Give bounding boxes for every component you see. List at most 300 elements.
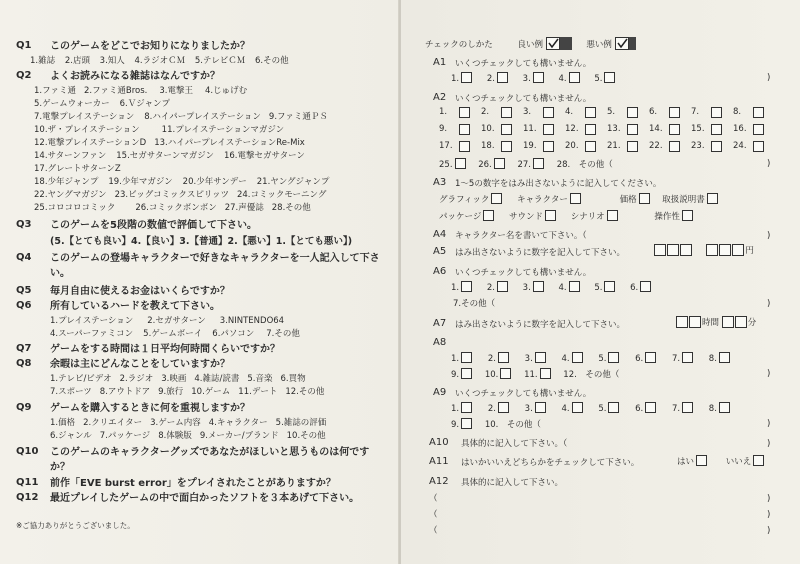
a2-checkbox[interactable] [669, 124, 680, 135]
q2-option: 27.声優誌 [224, 203, 264, 213]
q6-options-row [50, 315, 284, 328]
a1-checkbox[interactable] [497, 72, 508, 83]
q8-option: 11.デート [238, 387, 278, 397]
a1-option-label: 5. [594, 74, 603, 84]
a2-option-label: 22. [649, 141, 663, 151]
q2-option: 26.コミックボンボン [135, 203, 217, 213]
a6-checkbox[interactable] [461, 281, 472, 292]
a2-checkbox[interactable] [753, 107, 764, 118]
q1-options [30, 55, 289, 68]
a3-number: A3 [433, 177, 447, 188]
a9-option-label: 2. [487, 404, 496, 414]
q2-option: 10.ザ・プレイステーション [34, 125, 140, 135]
a2-checkbox[interactable] [543, 107, 554, 118]
q10-number: Q10 [16, 446, 39, 457]
a2-checkbox[interactable] [711, 124, 722, 135]
a2-option-label: 1. [439, 107, 448, 117]
a9-checkbox[interactable] [719, 402, 730, 413]
a2-option-label: 14. [649, 124, 663, 134]
a2-option-label: 25. [439, 160, 453, 170]
a5-digit-box[interactable] [719, 244, 731, 256]
q8-option: 10.ゲーム [191, 387, 231, 397]
a9-other-label: 10. その他（ [484, 420, 541, 430]
q9-option: 7.パッケージ [99, 431, 151, 441]
a6-checkbox[interactable] [497, 281, 508, 292]
a11-options [677, 455, 764, 469]
filled-square-icon [560, 37, 572, 50]
a5-digit-box[interactable] [654, 244, 666, 256]
a2-option-label: 15. [691, 124, 705, 134]
a2-checkbox[interactable] [501, 107, 512, 118]
q5-number: Q5 [16, 285, 32, 296]
a2-checkbox[interactable] [459, 141, 470, 152]
a7-instruction: はみ出さないように数字を記入して下さい。 [455, 320, 626, 330]
q8-option: 4.雑誌/読書 [194, 374, 240, 384]
q12-number: Q12 [16, 492, 39, 503]
a8-option-label: 10. [484, 370, 499, 380]
a2-option-label: 19. [523, 141, 537, 151]
a5-digit-box[interactable] [680, 244, 692, 256]
checkmark-icon [615, 37, 629, 50]
a2-option-label: 12. [565, 124, 579, 134]
q2-option: 14.サターンファン [34, 151, 107, 161]
q6-text: 所有しているハードを教えて下さい。 [50, 301, 220, 312]
q10-text-cont: か？ [50, 462, 70, 473]
q2-options-row [34, 163, 121, 176]
a2-other-label: 28. その他（ [556, 160, 613, 170]
a2-checkbox[interactable] [585, 107, 596, 118]
a9-checkbox[interactable] [498, 402, 509, 413]
a8-options-row [451, 368, 619, 382]
a10-number: A10 [429, 437, 449, 448]
a2-checkbox[interactable] [711, 107, 722, 118]
a3-item-label: 価格 [619, 195, 637, 205]
q9-option: 2.クリエイター [83, 418, 143, 428]
a9-checkbox[interactable] [461, 418, 472, 429]
a8-checkbox[interactable] [535, 352, 546, 363]
a9-instruction: いくつチェックしても構いません。 [455, 389, 592, 399]
q3-text: このゲームを5段階の数値で評価して下さい。 [50, 220, 257, 231]
q2-option: 24.コミックモーニング [236, 190, 327, 200]
q2-options-row [34, 98, 170, 111]
q9-option: 8.体験版 [158, 431, 192, 441]
q1-option: 6.その他 [254, 56, 289, 66]
a2-checkbox[interactable] [669, 107, 680, 118]
q1-option: 1.雑誌 [30, 56, 56, 66]
a8-checkbox[interactable] [719, 352, 730, 363]
a7-number: A7 [433, 318, 447, 329]
a2-checkbox[interactable] [455, 158, 466, 169]
a2-checkbox[interactable] [753, 141, 764, 152]
q10-text: このゲームのキャラクターグッズであなたがほしいと思うものは何です [50, 447, 370, 458]
q9-option: 10.その他 [286, 431, 326, 441]
a2-option-label: 3. [523, 107, 532, 117]
a6-checkbox[interactable] [533, 281, 544, 292]
a1-checkbox[interactable] [569, 72, 580, 83]
a6-other-label: 7.その他（ [453, 299, 496, 309]
right-page [401, 0, 800, 564]
a8-option-label: 3. [524, 354, 533, 364]
a12-instruction: 具体的に記入して下さい。 [461, 478, 564, 488]
a2-option-label: 24. [733, 141, 747, 151]
q1-option: 5.テレビＣＭ [194, 56, 246, 66]
a5-digit-box[interactable] [706, 244, 718, 256]
a5-digit-box[interactable] [732, 244, 744, 256]
a10-instruction: 具体的に記入して下さい。（ [461, 439, 568, 449]
q9-option: 3.ゲーム内容 [150, 418, 201, 428]
q8-option: 3.映画 [161, 374, 187, 384]
a9-option-label: 1. [451, 404, 460, 414]
q2-option: 13.ハイパープレイステーションRe-Mix [154, 138, 305, 148]
a2-option-label: 2. [481, 107, 490, 117]
a1-close-paren: ) [767, 73, 771, 83]
q8-option: 9.旅行 [158, 387, 184, 397]
q2-option: 7.電撃プレイステーション [34, 112, 135, 122]
a9-option-label: 7. [671, 404, 681, 414]
a9-option-label: 8. [708, 404, 717, 414]
q2-option: 28.その他 [271, 203, 311, 213]
a2-checkbox[interactable] [543, 124, 554, 135]
a12-answer-close: ) [767, 510, 771, 520]
q9-option: 5.雑誌の評価 [275, 418, 327, 428]
a9-close-paren: ) [767, 419, 771, 429]
a2-instruction: いくつチェックしても構いません。 [455, 94, 592, 104]
a2-checkbox[interactable] [533, 158, 544, 169]
a12-answer-open: （ [429, 526, 438, 536]
check-method [425, 37, 636, 52]
a2-close-paren: ) [767, 159, 771, 169]
q9-option: 6.ジャンル [50, 431, 92, 441]
q2-option: 20.少年サンデー [182, 177, 247, 187]
a8-option-label: 7. [671, 354, 681, 364]
q4-number: Q4 [16, 252, 32, 263]
a5-unit: 円 [745, 246, 754, 256]
q2-option: 25.コロコロコミック [34, 203, 116, 213]
a6-options [451, 281, 651, 295]
a2-option-label: 7. [691, 107, 700, 117]
a8-checkbox[interactable] [461, 368, 472, 379]
good-example-label: 良い例 [517, 40, 543, 50]
a8-checkbox[interactable] [498, 352, 509, 363]
a6-checkbox[interactable] [604, 281, 615, 292]
a2-option-label: 10. [481, 124, 495, 134]
a9-number: A9 [433, 387, 447, 398]
a9-option-label: 5. [598, 404, 607, 414]
q2-option: 8.ハイパープレイステーション [144, 112, 261, 122]
a11-no-checkbox[interactable] [753, 455, 764, 466]
a2-number: A2 [433, 92, 447, 103]
q8-number: Q8 [16, 358, 32, 369]
a3-instruction: 1～5の数字をはみ出さないように記入してください。 [455, 179, 662, 189]
a12-answer-open: （ [429, 510, 438, 520]
a3-rating-box[interactable] [545, 210, 556, 221]
q2-options-row [34, 202, 311, 215]
q2-options-row [34, 111, 328, 124]
q7-text: ゲームをする時間は１日平均何時間くらいですか？ [50, 344, 280, 355]
q6-options-row [50, 328, 300, 341]
a4-number: A4 [433, 229, 447, 240]
a3-rating-box[interactable] [483, 210, 494, 221]
q9-option: 4.キャラクター [208, 418, 268, 428]
a6-number: A6 [433, 266, 447, 277]
a2-option-label: 20. [565, 141, 579, 151]
a1-checkbox[interactable] [461, 72, 472, 83]
a9-checkbox[interactable] [461, 402, 472, 413]
a8-number: A8 [433, 337, 447, 348]
a4-close-paren: ) [767, 231, 771, 241]
a2-option-label: 9. [439, 124, 448, 134]
q5-text: 毎月自由に使えるお金はいくらですか？ [50, 286, 230, 297]
a2-checkbox[interactable] [669, 141, 680, 152]
a9-checkbox[interactable] [645, 402, 656, 413]
q6-number: Q6 [16, 300, 32, 311]
a6-option-label: 2. [486, 283, 495, 293]
a2-checkbox[interactable] [585, 124, 596, 135]
q9-option: 9.メーカー/ブランド [199, 431, 279, 441]
bad-example-label: 悪い例 [586, 40, 612, 50]
a2-option-label: 21. [607, 141, 621, 151]
q2-options-row [34, 150, 305, 163]
q2-options-row [34, 137, 305, 150]
a5-instruction: はみ出さないように数字を記入して下さい。 [455, 248, 626, 258]
q8-option: 8.アウトドア [99, 387, 151, 397]
q1-option: 3.知人 [99, 56, 125, 66]
a1-option-label: 3. [522, 74, 531, 84]
q1-number: Q1 [16, 40, 32, 51]
check-method-label: チェックのしかた [425, 40, 493, 50]
q2-option: 11.プレイステーションマガジン [161, 125, 285, 135]
q8-options-row [50, 373, 306, 386]
a1-option-label: 4. [558, 74, 567, 84]
a2-checkbox[interactable] [753, 124, 764, 135]
q2-number: Q2 [16, 70, 32, 81]
q8-options-row [50, 386, 324, 399]
a12-number: A12 [429, 476, 449, 487]
a8-other-label: 12. その他（ [563, 370, 620, 380]
a1-checkbox[interactable] [604, 72, 615, 83]
a6-option-label: 5. [594, 283, 603, 293]
a2-option-label: 23. [691, 141, 705, 151]
a6-checkbox[interactable] [640, 281, 651, 292]
q2-options-row [34, 189, 326, 202]
q4-text: このゲームの登場キャラクターで好きなキャラクターを一人記入して下さ [50, 253, 380, 264]
q4-text-cont: い。 [50, 268, 70, 279]
q2-options-row [34, 85, 247, 98]
a2-checkbox[interactable] [627, 124, 638, 135]
q2-options-row [34, 176, 329, 189]
q9-options-row [50, 417, 326, 430]
a2-option-label: 4. [565, 107, 574, 117]
left-page [0, 0, 399, 564]
q1-option: 4.ラジオＣＭ [134, 56, 186, 66]
a8-checkbox[interactable] [461, 352, 472, 363]
q8-option: 7.スポーツ [50, 387, 92, 397]
a8-checkbox[interactable] [608, 352, 619, 363]
q8-option: 12.その他 [285, 387, 325, 397]
q1-text: このゲームをどこでお知りになりましたか？ [50, 41, 250, 52]
q2-text: よくお読みになる雑誌はなんですか？ [50, 71, 220, 82]
a11-instruction: はいかいいえどちらかをチェックして下さい。 [461, 458, 640, 468]
a2-checkbox[interactable] [627, 107, 638, 118]
q12-text: 最近プレイしたゲームの中で面白かったソフトを３本あげて下さい。 [50, 493, 360, 504]
q8-option: 5.音楽 [247, 374, 273, 384]
a3-rating-box[interactable] [491, 193, 502, 204]
q8-text: 余暇は主にどんなことをしていますか？ [50, 359, 230, 370]
a8-close-paren: ) [767, 369, 771, 379]
a2-option-label: 27. [517, 160, 531, 170]
a8-checkbox[interactable] [572, 352, 583, 363]
a3-item-label: 操作性 [654, 212, 680, 222]
a2-checkbox[interactable] [627, 141, 638, 152]
a2-checkbox[interactable] [543, 141, 554, 152]
a2-option-label: 5. [607, 107, 616, 117]
q6-option: 6.パソコン [212, 329, 255, 339]
q3-scale: (5.【とても良い】4.【良い】3.【普通】2.【悪い】1.【とても悪い】) [50, 236, 353, 247]
q6-option: 5.ゲームボーイ [143, 329, 203, 339]
a5-number: A5 [433, 246, 447, 257]
q2-option: 16.電撃セガサターン [223, 151, 305, 161]
a1-number: A1 [433, 57, 447, 68]
q2-option: 12.電撃プレイステーションD [34, 138, 147, 148]
a11-no-label: いいえ [725, 457, 752, 467]
a2-checkbox[interactable] [494, 158, 505, 169]
a5-amount-boxes [654, 244, 754, 258]
a3-rating-box[interactable] [570, 193, 581, 204]
q1-option: 2.店頭 [64, 56, 90, 66]
a2-option-label: 8. [733, 107, 742, 117]
a12-answer-close: ) [767, 494, 771, 504]
a8-option-label: 5. [598, 354, 607, 364]
q2-option: 9.ファミ通ＰＳ [268, 112, 328, 122]
a8-option-label: 4. [561, 354, 570, 364]
q2-option: 22.ヤングマガジン [34, 190, 107, 200]
a9-checkbox[interactable] [682, 402, 693, 413]
q11-number: Q11 [16, 477, 39, 488]
a7-minute-box[interactable] [735, 316, 747, 328]
q8-option: 1.テレビ/ビデオ [50, 374, 112, 384]
a8-checkbox[interactable] [682, 352, 693, 363]
a9-option-label: 9. [451, 420, 460, 430]
a9-checkbox[interactable] [535, 402, 546, 413]
a7-hour-unit: 時間 [702, 318, 720, 328]
a6-option-label: 1. [451, 283, 460, 293]
a11-yes-label: はい [677, 457, 695, 467]
a1-option-label: 2. [486, 74, 495, 84]
q2-option: 1.ファミ通 [34, 86, 76, 96]
q2-option: 17.グレートサターンZ [34, 164, 121, 174]
a6-instruction: いくつチェックしても構いません。 [455, 268, 592, 278]
a4-instruction: キャラクター名を書いて下さい。（ [455, 231, 587, 241]
q2-option: 4.じゅげむ [205, 86, 248, 96]
a2-checkbox[interactable] [501, 124, 512, 135]
a8-option-label: 2. [487, 354, 496, 364]
a9-checkbox[interactable] [572, 402, 583, 413]
q6-option: 1.プレイステーション [50, 316, 134, 326]
q9-number: Q9 [16, 402, 32, 413]
a6-checkbox[interactable] [569, 281, 580, 292]
a3-rating-box[interactable] [707, 193, 718, 204]
a12-answer-close: ) [767, 526, 771, 536]
a8-checkbox[interactable] [500, 368, 511, 379]
q9-option: 1.価格 [50, 418, 76, 428]
a1-checkbox[interactable] [533, 72, 544, 83]
a6-option-label: 3. [522, 283, 531, 293]
a2-option-label: 17. [439, 141, 453, 151]
a2-checkbox[interactable] [501, 141, 512, 152]
thanks-note: ※ご協力ありがとうございました。 [16, 521, 135, 530]
a2-checkbox[interactable] [459, 107, 470, 118]
q9-options-row [50, 430, 326, 443]
a11-yes-checkbox[interactable] [696, 455, 707, 466]
q2-option: 2.ファミ通Bros. [83, 86, 148, 96]
a6-option-label: 6. [630, 283, 639, 293]
checkmark-icon [546, 37, 560, 50]
a7-hour-box[interactable] [676, 316, 688, 328]
a3-row [439, 193, 718, 207]
q3-number: Q3 [16, 219, 32, 230]
q2-option: 6.Ｖジャンプ [119, 99, 171, 109]
q7-number: Q7 [16, 343, 32, 354]
a7-hour-box[interactable] [689, 316, 701, 328]
a11-number: A11 [429, 456, 449, 467]
a2-checkbox[interactable] [459, 124, 470, 135]
a8-option-label: 11. [524, 370, 538, 380]
a3-rating-box[interactable] [682, 210, 693, 221]
a5-digit-box[interactable] [667, 244, 679, 256]
a3-item-label: シナリオ [570, 212, 605, 222]
q2-option: 19.少年マガジン [108, 177, 173, 187]
a2-checkbox[interactable] [585, 141, 596, 152]
a9-option-label: 3. [524, 404, 533, 414]
a3-rating-box[interactable] [607, 210, 618, 221]
q6-option: 3.NINTENDO64 [219, 316, 285, 326]
a2-option-label: 16. [733, 124, 747, 134]
a9-option-label: 6. [635, 404, 644, 414]
a7-minute-unit: 分 [747, 318, 757, 328]
a7-minute-box[interactable] [722, 316, 734, 328]
a3-row [439, 210, 693, 224]
a7-time-boxes [676, 316, 756, 330]
a3-rating-box[interactable] [639, 193, 650, 204]
q2-option: 3.電撃王 [159, 86, 193, 96]
q2-options-row [34, 124, 284, 137]
q8-option: 2.ラジオ [119, 374, 154, 384]
a1-options [451, 72, 627, 86]
a3-item-label: グラフィック [439, 195, 490, 205]
a9-options-row [451, 418, 541, 432]
a10-close-paren: ) [767, 439, 771, 449]
a2-option-label: 18. [481, 141, 495, 151]
a3-item-label: キャラクター [517, 195, 568, 205]
a2-checkbox[interactable] [711, 141, 722, 152]
a8-checkbox[interactable] [645, 352, 656, 363]
q2-option: 15.セガサターンマガジン [116, 151, 214, 161]
q6-option: 7.その他 [266, 329, 300, 339]
a9-option-label: 4. [561, 404, 570, 414]
a8-option-label: 9. [451, 370, 460, 380]
a6-close-paren: ) [767, 299, 771, 309]
q2-option: 5.ゲームウォーカー [34, 99, 110, 109]
q2-option: 21.ヤングジャンプ [256, 177, 330, 187]
a8-options-row [451, 352, 730, 366]
a12-answer-open: （ [429, 494, 438, 504]
a2-option-label: 13. [607, 124, 621, 134]
a2-last-row [439, 158, 613, 172]
a8-checkbox[interactable] [540, 368, 551, 379]
q6-option: 2.セガサターン [147, 316, 206, 326]
a9-checkbox[interactable] [608, 402, 619, 413]
a1-option-label: 1. [451, 74, 460, 84]
